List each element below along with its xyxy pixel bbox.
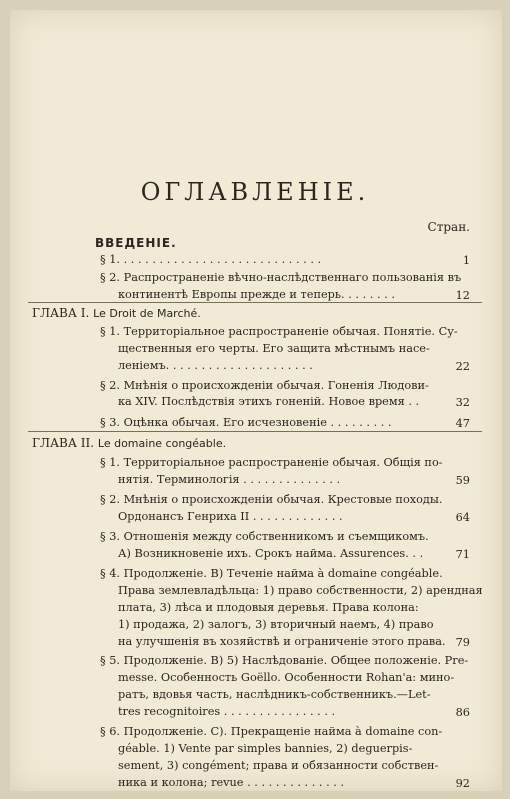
toc-line: континентѣ Европы прежде и теперь. . . . . . . . (118, 287, 395, 301)
toc-line: § 4. Продолженіе. В) Теченіе найма à domaine congéable. (100, 566, 443, 580)
toc-page: 92 (455, 777, 470, 791)
toc-line: § 1. Территоріальное распространеніе обычая. Общія по- (100, 456, 443, 470)
divider (28, 431, 482, 432)
toc-line: § 5. Продолженіе. В) 5) Наслѣдованіе. Общее положеніе. Pre- (100, 654, 469, 668)
toc-line: § 2. Мнѣнія о происхожденіи обычая. Крестовые походы. (100, 493, 443, 507)
toc-line: А) Возникновеніе ихъ. Срокъ найма. Assurences. . . (118, 546, 424, 560)
toc-line: § 2. Мнѣнія о происхожденіи обычая. Гоненія Людови- (100, 378, 429, 392)
page-column-label: Стран. (427, 220, 470, 234)
toc-line: tres recognitoires . . . . . . . . . . . . . . . . (118, 705, 336, 719)
toc-page: 71 (455, 547, 470, 561)
toc-line: 1) продажа, 2) залогъ, 3) вторичный наемъ, 4) право (118, 617, 434, 631)
divider (28, 302, 482, 303)
toc-line: § 6. Продолженіе. С). Прекращеніе найма à domaine con- (100, 725, 443, 739)
toc-page: 32 (455, 396, 470, 410)
toc-line: messe. Особенность Goëllo. Особенности Rohan'a: мино- (118, 671, 455, 685)
chapter-label: ГЛАВА I. (32, 305, 90, 320)
toc-page: 59 (455, 474, 470, 488)
toc-line: плата, 3) лѣса и плодовыя деревья. Права колона: (118, 600, 419, 614)
toc-line: ратъ, вдовья часть, наслѣдникъ-собственникъ.—Let- (118, 688, 431, 702)
toc-line: щественныя его черты. Его защита мѣстнымъ насе- (118, 341, 430, 355)
toc-line: ка XIV. Послѣдствія этихъ гоненій. Новое время . . (118, 395, 420, 409)
toc-page: 12 (455, 288, 470, 302)
chapter-heading (32, 436, 226, 450)
chapter-label: ГЛАВА II. (32, 436, 95, 451)
toc-line: § 1. Территоріальное распространеніе обычая. Понятіе. Су- (100, 324, 458, 338)
toc-line: ника и колона; revue . . . . . . . . . . . . . . (118, 776, 345, 790)
toc-line: § 1. . . . . . . . . . . . . . . . . . . . . . . . . . . . . (100, 252, 322, 266)
toc-page: 64 (455, 511, 470, 525)
toc-page: 22 (455, 359, 470, 373)
toc-line: sement, 3) congément; права и обязанности собствен- (118, 759, 439, 773)
toc-line: нятія. Терминологія . . . . . . . . . . . . . . (118, 473, 341, 487)
toc-line: леніемъ. . . . . . . . . . . . . . . . . . . . . (118, 358, 313, 372)
chapter-heading (32, 306, 201, 320)
toc-page: 1 (462, 253, 470, 267)
toc-line: § 2. Распространеніе вѣчно-наслѣдственнаго пользованія въ (100, 270, 462, 284)
toc-line: Права землевладѣльца: 1) право собственности, 2) арендная (118, 583, 483, 597)
toc-line: Ордонансъ Генриха II . . . . . . . . . . . . . (118, 510, 343, 524)
toc-page: 79 (455, 635, 470, 649)
chapter-title: Le domaine congéable. (97, 437, 227, 451)
toc-page: 47 (455, 417, 470, 431)
chapter-title: Le Droit de Marché. (93, 306, 201, 320)
intro-heading: ВВЕДЕНІЕ. (95, 236, 177, 250)
page-title: ОГЛАВЛЕНІЕ. (140, 178, 370, 206)
toc-line: на улучшенія въ хозяйствѣ и ограниченіе этого права. (118, 634, 446, 648)
toc-page: 86 (455, 706, 470, 720)
toc-line: § 3. Отношенія между собственникомъ и съемщикомъ. (100, 529, 429, 543)
toc-line: § 3. Оцѣнка обычая. Его исчезновеніе . . . . . . . . . (100, 416, 392, 430)
toc-line: géable. 1) Vente par simples bannies, 2) deguerpis- (118, 742, 413, 756)
